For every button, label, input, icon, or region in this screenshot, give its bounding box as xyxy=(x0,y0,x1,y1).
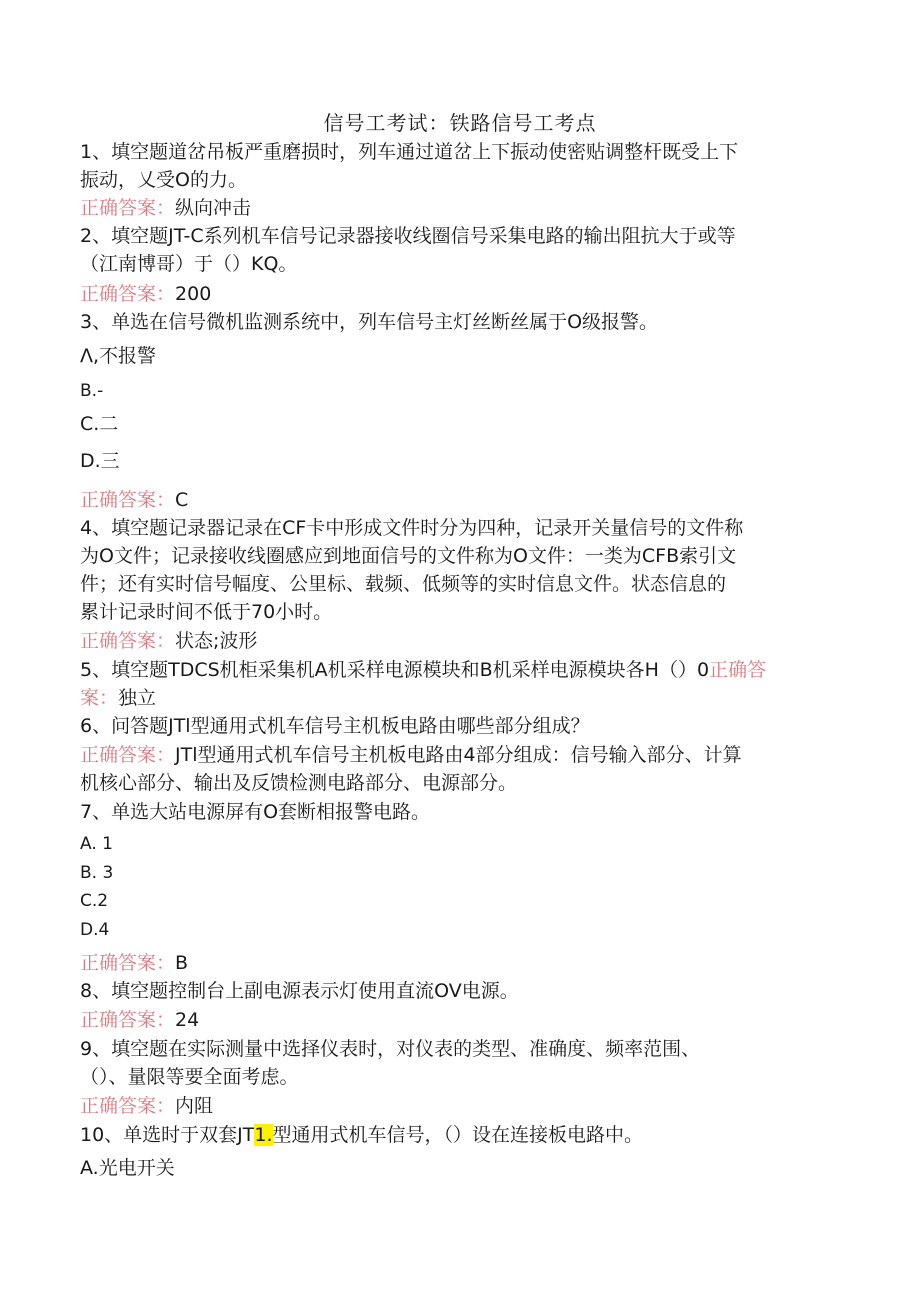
answer-value: JTl型通用式机车信号主机板电路由4部分组成：信号输入部分、计算 xyxy=(175,744,742,766)
question-10-part: 型通用式机车信号，（）设在连接板电路中。 xyxy=(272,1124,644,1146)
option-3-b: B.- xyxy=(80,381,104,401)
answer-value: 24 xyxy=(175,1009,200,1031)
answer-5 xyxy=(80,684,156,712)
option-10-a: A.光电开关 xyxy=(80,1157,175,1179)
question-9-text: 9、填空题在实际测量中选择仪表时，对仪表的类型、准确度、频率范围、 xyxy=(80,1038,701,1060)
question-6-text: 6、问答题JTl型通用式机车信号主机板电路由哪些部分组成？ xyxy=(80,715,590,737)
answer-label: 正确答案： xyxy=(80,1009,176,1031)
option-3-d: D.三 xyxy=(80,450,120,472)
question-10-text xyxy=(80,1121,643,1149)
answer-3 xyxy=(80,486,188,514)
question-7-text: 7、单选大站电源屏有O套断相报警电路。 xyxy=(80,801,431,823)
answer-label: 正确答案： xyxy=(80,283,176,305)
answer-2 xyxy=(80,280,211,308)
answer-label: 正确答案： xyxy=(80,1095,176,1117)
option-7-b: B. 3 xyxy=(80,863,114,883)
question-4-text-cont: 为O文件；记录接收线圈感应到地面信号的文件称为O文件：一类为CFB索引文 xyxy=(80,545,737,567)
answer-value: C xyxy=(175,489,189,511)
highlighted-text: 1. xyxy=(254,1124,273,1146)
question-8-text: 8、填空题控制台上副电源表示灯使用直流OV电源。 xyxy=(80,980,519,1002)
answer-value: 200 xyxy=(175,283,212,305)
answer-4 xyxy=(80,627,257,655)
answer-value: 纵向冲击 xyxy=(175,197,252,219)
answer-7 xyxy=(80,949,188,977)
answer-1 xyxy=(80,194,251,222)
answer-9 xyxy=(80,1092,213,1120)
answer-label: 正确答案： xyxy=(80,630,176,652)
answer-label: 正确答案： xyxy=(80,489,176,511)
question-5-body: 5、填空题TDCS机柜采集机A机采样电源模块和B机采样电源模块各H（）0 xyxy=(80,659,710,681)
answer-label: 案： xyxy=(80,687,119,709)
option-7-d: D.4 xyxy=(80,920,110,940)
option-7-c: C.2 xyxy=(80,891,109,911)
answer-value: B xyxy=(175,952,189,974)
page-title: 信号工考试：铁路信号工考点 xyxy=(323,111,597,135)
question-4-text-cont: 累计记录时间不低于70小时。 xyxy=(80,601,333,623)
question-2-text: 2、填空题JT-C系列机车信号记录器接收线圈信号采集电路的输出阻抗大于或等 xyxy=(80,225,736,247)
option-3-a: Λ,不报警 xyxy=(80,345,157,367)
question-1-text: 1、填空题道岔吊板严重磨损时，列车通过道岔上下振动使密贴调整杆既受上下 xyxy=(80,141,739,163)
question-4-text: 4、填空题记录器记录在CF卡中形成文件时分为四种，记录开关量信号的文件称 xyxy=(80,517,744,539)
answer-8 xyxy=(80,1006,199,1034)
answer-label: 正确答案： xyxy=(80,744,176,766)
question-3-text: 3、单选在信号微机监测系统中，列车信号主灯丝断丝属于O级报警。 xyxy=(80,311,659,333)
answer-value: 独立 xyxy=(118,687,157,709)
answer-6 xyxy=(80,741,742,769)
question-10-part: 10、单选时于双套JT xyxy=(80,1124,255,1146)
answer-value: 内阻 xyxy=(175,1095,214,1117)
option-7-a: A. 1 xyxy=(80,834,113,854)
answer-label: 正确答案： xyxy=(80,197,176,219)
question-1-text-cont: 振动，乂受O的力。 xyxy=(80,169,247,191)
option-3-c: C.二 xyxy=(80,413,119,435)
question-4-text-cont: 件；还有实时信号幅度、公里标、载频、低频等的实时信息文件。状态信息的 xyxy=(80,573,727,595)
question-2-text-cont: （江南博哥）于（）KQ。 xyxy=(80,253,298,275)
answer-value: 状态;波形 xyxy=(175,630,258,652)
answer-6-cont: 机核心部分、输出及反馈检测电路部分、电源部分。 xyxy=(80,772,518,794)
answer-label: 正确答 xyxy=(709,659,767,681)
question-9-text-cont: （）、量限等要全面考虑。 xyxy=(80,1066,299,1088)
answer-label: 正确答案： xyxy=(80,952,176,974)
question-5-text xyxy=(80,656,766,684)
